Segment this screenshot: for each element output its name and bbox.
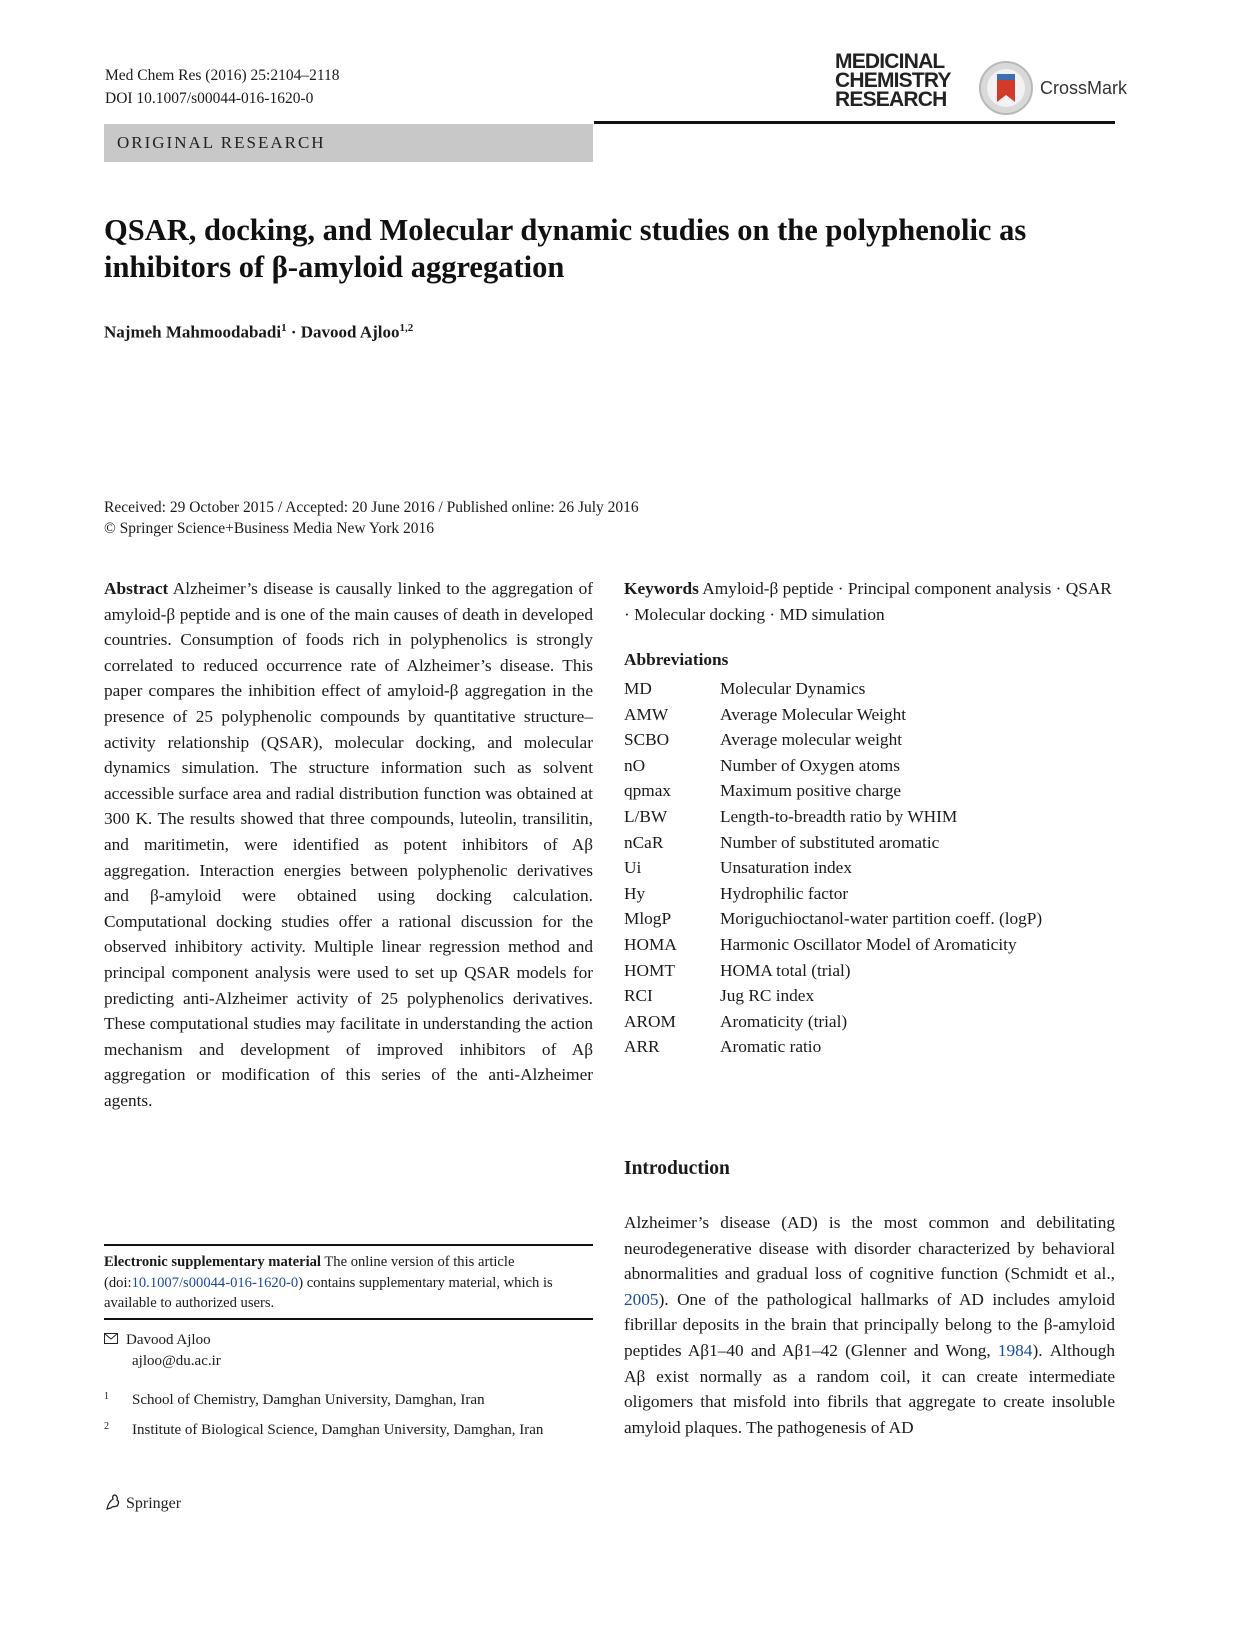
- supplementary-doi-link[interactable]: 10.1007/s00044-016-1620-0: [131, 1274, 299, 1291]
- journal-citation: Med Chem Res (2016) 25:2104–2118: [105, 67, 340, 84]
- keywords-text: Amyloid-β peptide · Principal component analysis · QSAR · Molecular docking · MD simulation: [624, 579, 1112, 624]
- abbreviations-heading: Abbreviations: [624, 650, 729, 669]
- contact-email[interactable]: ajloo@du.ac.ir: [132, 1353, 221, 1369]
- journal-logo: MEDICINAL CHEMISTRY RESEARCH: [835, 50, 951, 111]
- abstract-label: Abstract: [104, 579, 169, 598]
- paper-title: QSAR, docking, and Molecular dynamic studies on the polyphenolic as inhibitors of β-amyloid aggregation: [104, 213, 1027, 284]
- section-label: ORIGINAL RESEARCH: [117, 133, 326, 152]
- envelope-icon: [104, 1330, 126, 1351]
- section-band: [104, 124, 593, 162]
- abbreviation-row: SCBO Average molecular weight: [624, 730, 903, 750]
- dates-line: Received: 29 October 2015 / Accepted: 20 June 2016 / Published online: 26 July 2016: [104, 499, 639, 516]
- abbreviation-row: HOMA Harmonic Oscillator Model of Aromaticity: [624, 934, 1017, 954]
- citation-link[interactable]: 2005: [624, 1289, 659, 1309]
- citation-link[interactable]: 1984: [997, 1340, 1033, 1360]
- abbreviation-row: MlogP Moriguchioctanol-water partition coeff. (logP): [624, 909, 1043, 929]
- keywords: [624, 576, 1115, 627]
- author-1: Najmeh Mahmoodabadi: [104, 322, 282, 342]
- authors: Najmeh Mahmoodabadi$^1$ · Davood Ajloo$^{1,2}$: [104, 322, 414, 342]
- divider: [104, 1244, 593, 1246]
- copyright-line: © Springer Science+Business Media New York 2016: [104, 520, 435, 537]
- header-rule: [594, 121, 1115, 124]
- abbreviation-row: Ui Unsaturation index: [624, 858, 852, 878]
- affiliation-1: 1 School of Chemistry, Damghan University, Damghan, Iran: [104, 1391, 485, 1408]
- abbreviation-row: AROM Aromaticity (trial): [624, 1011, 848, 1031]
- abbreviation-row: ARR Aromatic ratio: [624, 1037, 822, 1057]
- corresponding-author: [104, 1330, 221, 1372]
- abbreviation-row: AMW Average Molecular Weight: [624, 704, 907, 724]
- publication-dates: [104, 497, 639, 539]
- introduction-heading: Introduction: [624, 1158, 730, 1179]
- abbreviation-row: L/BW Length-to-breadth ratio by WHIM: [624, 806, 958, 826]
- crossmark-label[interactable]: CrossMark: [1040, 78, 1128, 98]
- abbreviation-row: RCI Jug RC index: [624, 986, 815, 1006]
- abstract: [104, 576, 593, 1113]
- contact-name: Davood Ajloo: [126, 1332, 211, 1348]
- divider: [104, 1318, 593, 1320]
- abbreviation-row: qpmax Maximum positive charge: [624, 781, 902, 801]
- abbreviation-row: nCaR Number of substituted aromatic: [624, 832, 940, 852]
- abbreviations-list: [624, 676, 1115, 1060]
- affiliation-2: 2 Institute of Biological Science, Damghan University, Damghan, Iran: [104, 1421, 544, 1438]
- abbreviation-row: MD Molecular Dynamics: [624, 679, 866, 698]
- introduction-text: Alzheimer’s disease (AD) is the most common and debilitating neurodegenerative disease with disorder characterized by behavioral abnormalities and gradual loss of cognitive function (Schmidt et al., 2005). One of the pathological hallmarks of AD includes amyloid fibrillar deposits in the brain that principally belong to the β-amyloid peptides Aβ1–40 and Aβ1–42 (Glenner and Wong, 1984). Although Aβ exist normally as a random coil, it can create intermediate oligomers that misfold into fibrils that aggregate to create insoluble amyloid plaques. The pathogenesis of AD: [624, 1213, 1115, 1437]
- abstract-text: Alzheimer’s disease is causally linked to the aggregation of amyloid-β peptide and is one of the main causes of death in developed countries. Consumption of foods rich in polyphenolics is strongly correlated to reduced occurrence rate of Alzheimer’s disease. This paper compares the inhibition effect of amyloid-β aggregation in the presence of 25 polyphenolic compounds by quantitative structure–activity relationship (QSAR), molecular docking, and molecular dynamics simulation. The structure information such as solvent accessible surface area and radial distribution function was obtained at 300 K. The results showed that three compounds, luteolin, transilitin, and maritimetin, were identified as potent inhibitors of Aβ aggregation. Interaction energies between polyphenolic derivatives and β-amyloid were obtained using docking calculation. Computational docking studies offer a rational discussion for the observed inhibitory activity. Multiple linear regression method and principal component analysis were used to set up QSAR models for predicting anti-Alzheimer activity of 25 polyphenolics derivatives. These computational studies may facilitate in understanding the action mechanism and development of improved inhibitors of Aβ aggregation or modification of this series of the anti-Alzheimer agents.: [104, 579, 593, 1110]
- keywords-label: Keywords: [624, 579, 699, 598]
- abbreviation-row: HOMT HOMA total (trial): [624, 960, 851, 980]
- publisher-name: Springer: [126, 1495, 182, 1512]
- author-2: Davood Ajloo: [300, 322, 400, 342]
- abbreviation-row: Hy Hydrophilic factor: [624, 883, 849, 903]
- springer-horse-icon: [104, 1493, 122, 1511]
- supplementary-note: Electronic supplementary material The online version of this article (doi:10.1007/s00044-016-1620-0) contains supplementary material, which is available to authorized users.: [104, 1254, 553, 1311]
- abbreviation-row: nO Number of Oxygen atoms: [624, 755, 900, 775]
- publisher-footer: [104, 1493, 181, 1513]
- journal-reference: [105, 64, 340, 110]
- crossmark-icon[interactable]: [978, 60, 1034, 116]
- journal-doi: DOI 10.1007/s00044-016-1620-0: [105, 90, 314, 107]
- supplementary-label: Electronic supplementary material: [104, 1254, 321, 1270]
